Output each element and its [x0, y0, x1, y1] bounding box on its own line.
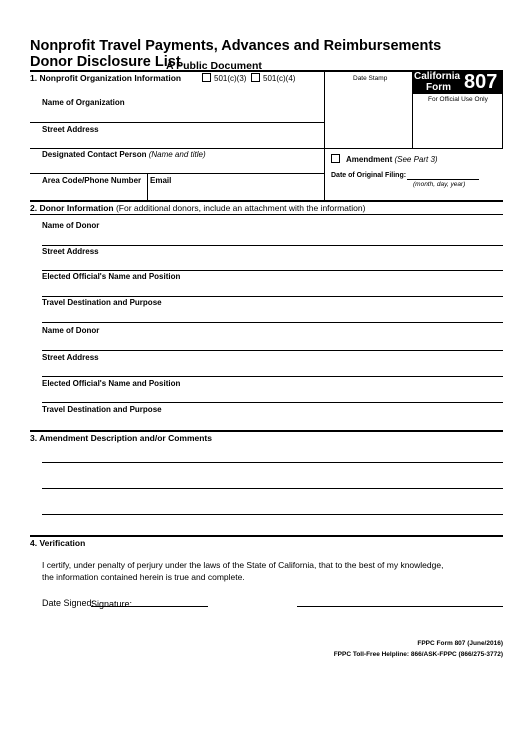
phone-label: Area Code/Phone Number — [42, 176, 142, 185]
signature-field[interactable] — [297, 606, 503, 607]
contact-person-hint: (Name and title) — [148, 150, 206, 159]
part4-top-border — [30, 535, 503, 537]
donor2-name-field[interactable] — [42, 350, 503, 351]
form-badge — [412, 70, 503, 94]
part1-divider — [324, 70, 325, 200]
part2-heading: 2. Donor Information — [30, 203, 114, 213]
donor1-official-field[interactable] — [42, 296, 503, 297]
donor1-street-label: Street Address — [42, 247, 99, 256]
amendment-text: Amendment — [346, 155, 393, 164]
signature-label: Signature: — [91, 599, 133, 609]
original-filing-field[interactable] — [407, 179, 479, 180]
checkbox-501c3-label: 501(c)(3) — [214, 74, 247, 83]
contact-person-field[interactable] — [30, 173, 324, 174]
amendment-box[interactable] — [331, 154, 340, 163]
amendment-checkbox[interactable] — [331, 154, 438, 164]
comment-line-3[interactable] — [42, 514, 503, 515]
badge-number: 807 — [464, 71, 498, 93]
donor1-travel-label: Travel Destination and Purpose — [42, 298, 162, 307]
official-use-label: For Official Use Only — [428, 96, 488, 103]
checkbox-501c4-label: 501(c)(4) — [263, 74, 296, 83]
email-label: Email — [150, 176, 172, 185]
donor2-name-label: Name of Donor — [42, 326, 100, 335]
phone-email-divider — [147, 173, 148, 200]
part3-heading: 3. Amendment Description and/or Comments — [30, 433, 212, 443]
donor2-official-field[interactable] — [42, 402, 503, 403]
badge-form: Form — [426, 82, 451, 93]
form-title: Nonprofit Travel Payments, Advances and Reimbursements — [30, 38, 442, 54]
donor1-name-field[interactable] — [42, 245, 503, 246]
amendment-hint: (See Part 3) — [394, 155, 438, 164]
part2-heading-row — [30, 203, 365, 213]
comment-line-2[interactable] — [42, 488, 503, 489]
part3-top-border — [30, 430, 503, 432]
checkbox-box[interactable] — [202, 73, 211, 82]
date-format-hint: (month, day, year) — [413, 181, 466, 188]
checkbox-box[interactable] — [251, 73, 260, 82]
date-signed-field[interactable] — [91, 606, 208, 607]
contact-person-label — [42, 150, 206, 159]
donor1-travel-field[interactable] — [42, 322, 503, 323]
checkbox-501c3[interactable] — [202, 73, 246, 83]
verification-line-2: the information contained herein is true and complete. — [42, 572, 245, 582]
form-subtitle: Donor Disclosure List — [30, 54, 181, 70]
stamp-right-border — [502, 70, 503, 148]
original-filing-label: Date of Original Filing: — [331, 172, 407, 179]
checkbox-501c4[interactable] — [251, 73, 295, 83]
stamp-bottom — [324, 148, 503, 149]
donor2-travel-label: Travel Destination and Purpose — [42, 405, 162, 414]
donor2-street-label: Street Address — [42, 353, 99, 362]
part2-note: (For additional donors, include an attachment with the information) — [115, 203, 366, 213]
footer-form-id: FPPC Form 807 (June/2016) — [417, 640, 503, 647]
donor1-street-field[interactable] — [42, 270, 503, 271]
public-document-label: A Public Document — [166, 60, 262, 72]
part1-heading: 1. Nonprofit Organization Information — [30, 73, 182, 83]
date-signed-label: Date Signed: — [42, 598, 95, 608]
part2-heading-rule — [30, 214, 503, 215]
verification-line-1: I certify, under penalty of perjury under the laws of the State of California, that to the best of my knowledge, — [42, 560, 444, 570]
part4-heading: 4. Verification — [30, 538, 86, 548]
organization-name-label: Name of Organization — [42, 98, 125, 107]
donor1-name-label: Name of Donor — [42, 221, 100, 230]
date-stamp-label: Date Stamp — [353, 75, 388, 82]
contact-person-text: Designated Contact Person — [42, 150, 147, 159]
part2-top-border — [30, 200, 503, 202]
donor2-street-field[interactable] — [42, 376, 503, 377]
org-street-label: Street Address — [42, 125, 99, 134]
organization-name-field[interactable] — [30, 122, 324, 123]
badge-california: California — [414, 71, 461, 82]
donor1-official-label: Elected Official's Name and Position — [42, 272, 181, 281]
donor2-official-label: Elected Official's Name and Position — [42, 379, 181, 388]
footer-helpline: FPPC Toll-Free Helpline: 866/ASK-FPPC (866/275-3772) — [333, 651, 503, 658]
org-street-field[interactable] — [30, 148, 324, 149]
comment-line-1[interactable] — [42, 462, 503, 463]
